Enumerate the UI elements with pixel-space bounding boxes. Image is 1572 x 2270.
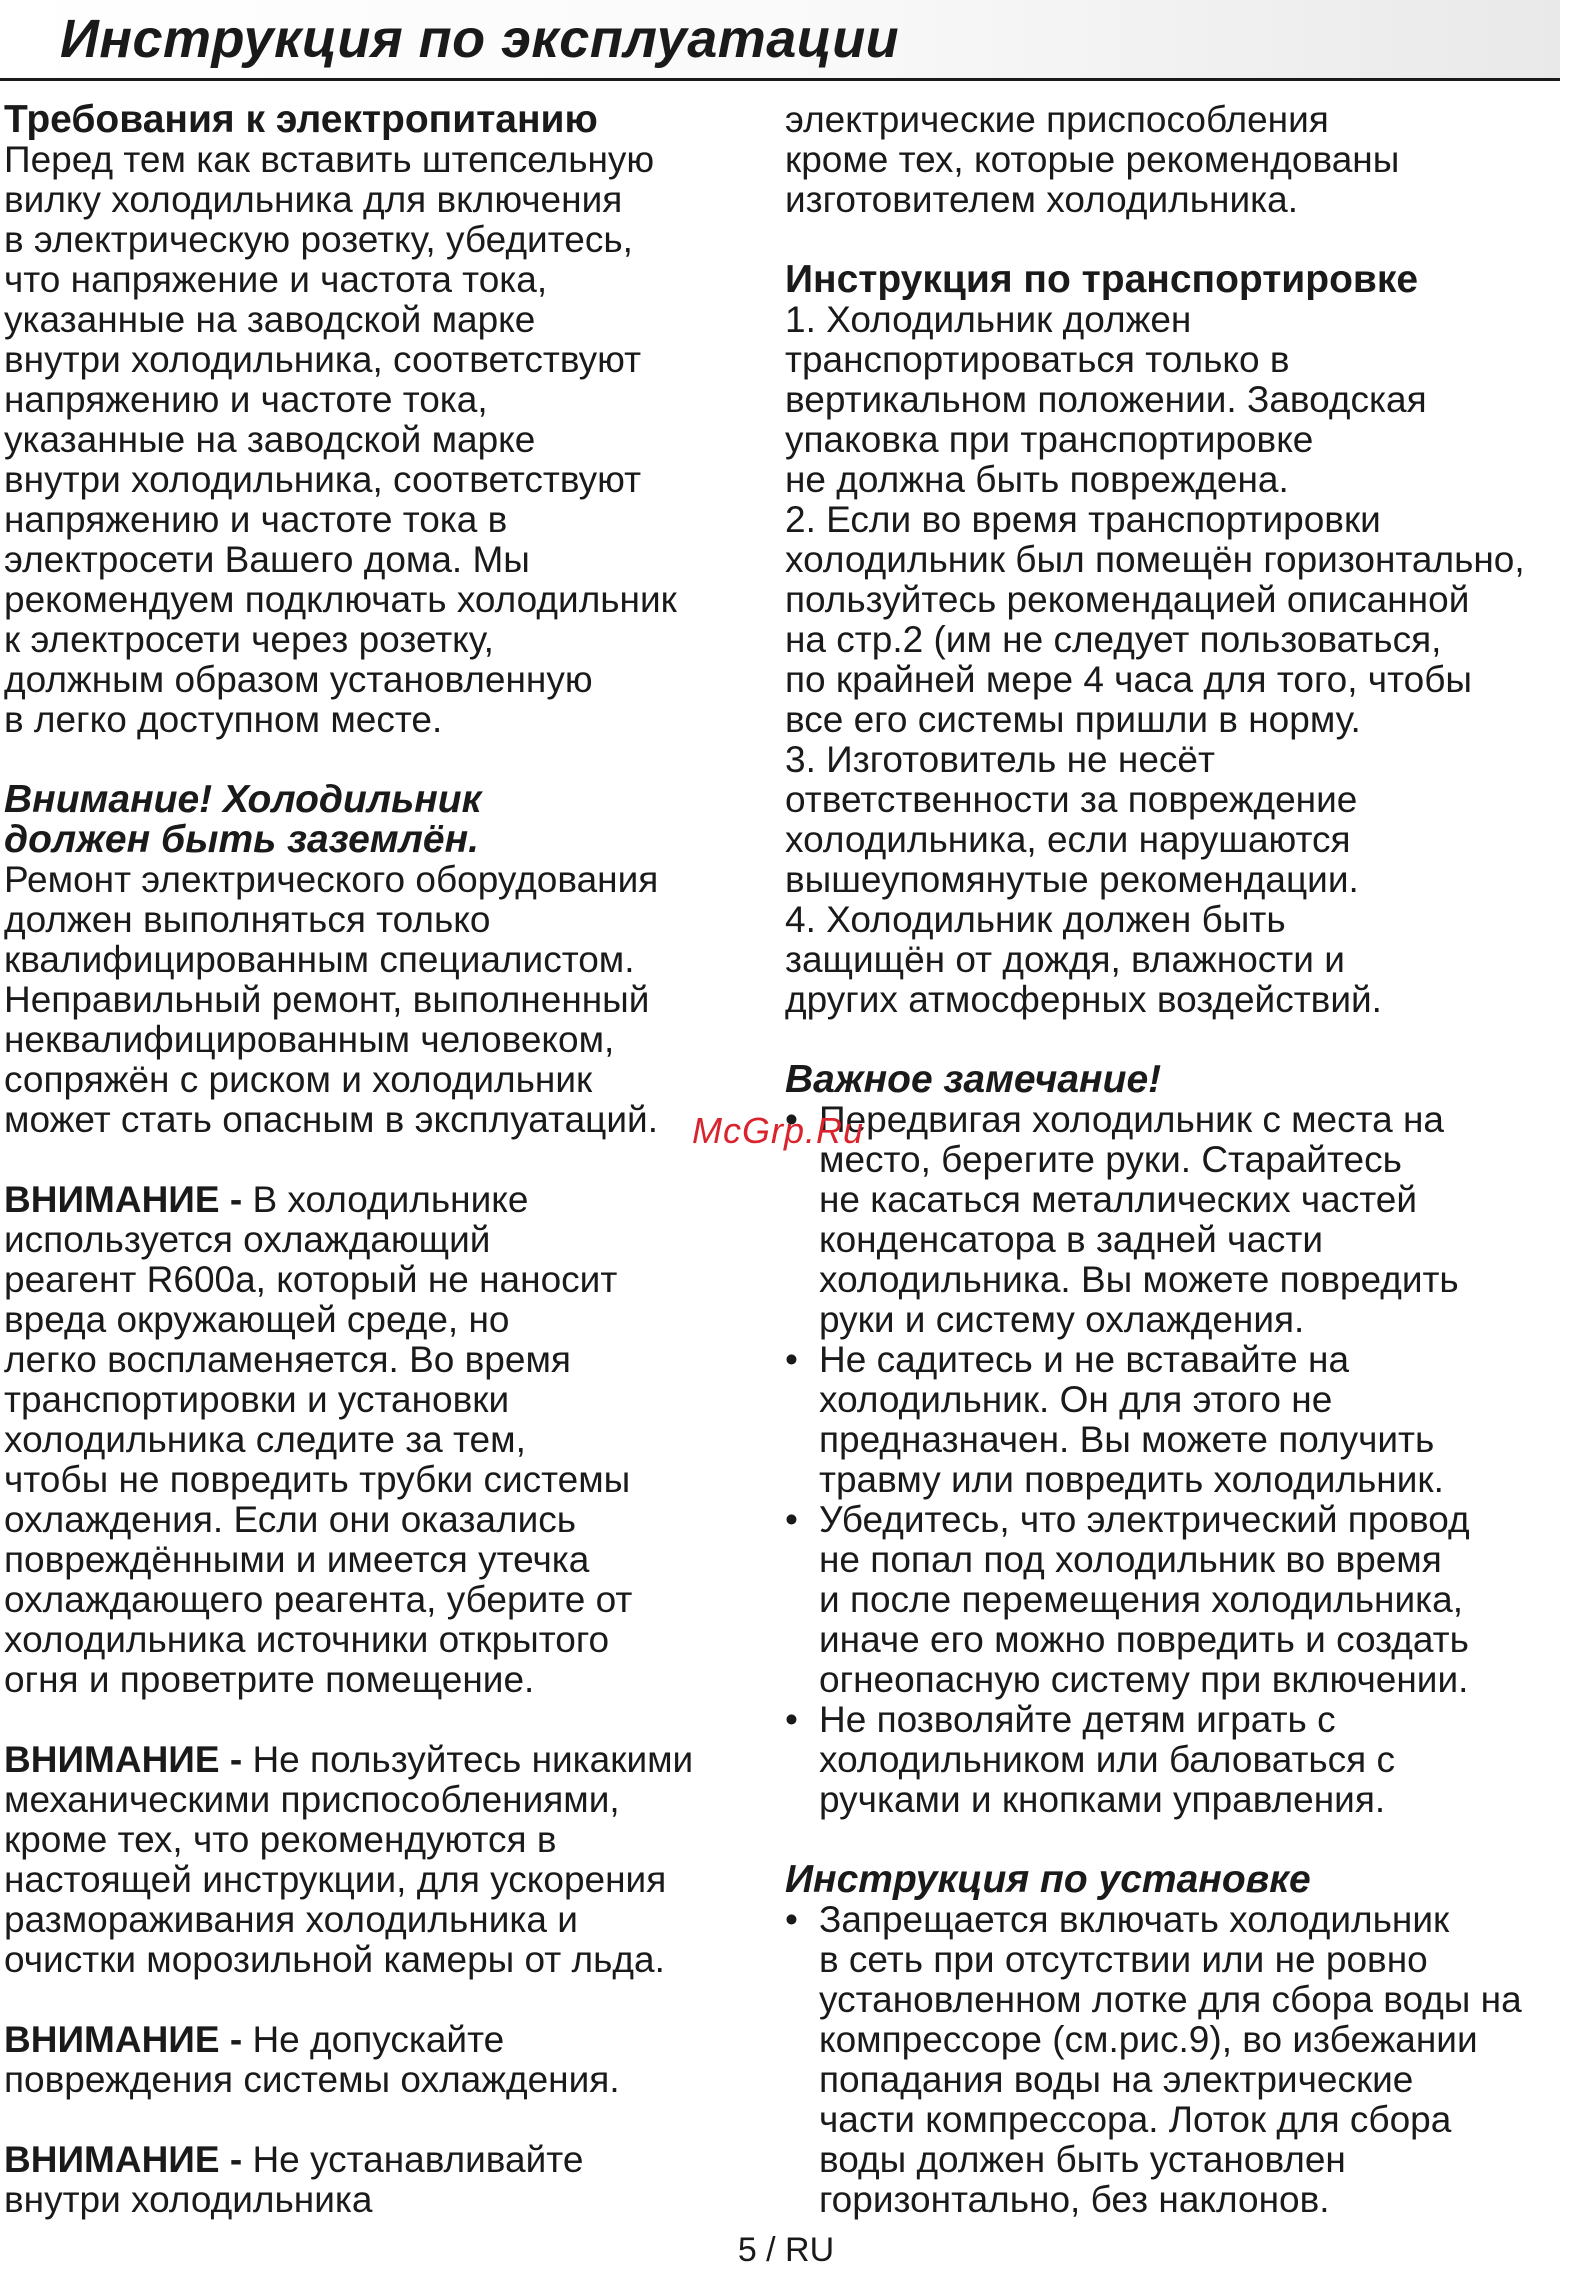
text-line: других атмосферных воздействий. — [785, 979, 1382, 1020]
text-line: очистки морозильной камеры от льда. — [4, 1939, 665, 1980]
text-line: горизонтально, без наклонов. — [819, 2179, 1330, 2220]
text-line: повреждения системы охлаждения. — [4, 2059, 620, 2100]
section-heading: Инструкция по установке — [785, 1858, 1311, 1901]
text-line: вреда окружающей среде, но — [4, 1299, 510, 1340]
text-line: охлаждающего реагента, уберите от — [4, 1579, 633, 1620]
text-line: может стать опасным в эксплуатаций. — [4, 1099, 658, 1140]
text-line: холодильника следите за тем, — [4, 1419, 526, 1460]
text-line: место, берегите руки. Старайтесь — [819, 1139, 1402, 1180]
text-line: • Убедитесь, что электрический провод — [819, 1499, 1470, 1540]
installation-section — [785, 1860, 1570, 2220]
section-body — [4, 2060, 764, 2100]
text-line: сопряжён с риском и холодильник — [4, 1059, 593, 1100]
list-item — [785, 1900, 1570, 2220]
text-line: вилку холодильника для включения — [4, 179, 623, 220]
page-title: Инструкция по эксплуатации — [60, 9, 900, 69]
section-body — [785, 300, 1570, 1020]
text-line: электрические приспособления — [785, 99, 1329, 140]
text-line: Ремонт электрического оборудования — [4, 859, 659, 900]
power-requirements-section — [4, 100, 764, 740]
text-line: чтобы не повредить трубки системы — [4, 1459, 631, 1500]
text-line: травму или повредить холодильник. — [819, 1459, 1444, 1500]
text-line: легко воспламеняется. Во время — [4, 1339, 571, 1380]
text-line: транспортироваться только в — [785, 339, 1290, 380]
text-line: все его системы пришли в норму. — [785, 699, 1361, 740]
list-item — [785, 1500, 1570, 1700]
text-line: и после перемещения холодильника, — [819, 1579, 1464, 1620]
text-line: указанные на заводской марке — [4, 299, 536, 340]
text-line: огнеопасную систему при включении. — [819, 1659, 1469, 1700]
text-line: охлаждения. Если они оказались — [4, 1499, 577, 1540]
continuation-text — [785, 100, 1570, 220]
text-line: кроме тех, что рекомендуются в — [4, 1819, 557, 1860]
section-body — [785, 100, 1570, 220]
text-line: холодильника. Вы можете повредить — [819, 1259, 1459, 1300]
text-line: компрессоре (см.рис.9), во избежании — [819, 2019, 1478, 2060]
text-line: холодильником или баловаться с — [819, 1739, 1395, 1780]
text-line: вертикальном положении. Заводская — [785, 379, 1427, 420]
text-line: повреждёнными и имеется утечка — [4, 1539, 590, 1580]
warning-text: Не пользуйтесь никакими — [252, 1739, 694, 1780]
warning-text: Не допускайте — [252, 2019, 505, 2060]
text-line: • Не позволяйте детям играть с — [819, 1699, 1336, 1740]
section-heading: Требования к электропитанию — [4, 98, 598, 141]
text-line: должным образом установленную — [4, 659, 593, 700]
text-line: холодильник был помещён горизонтально, — [785, 539, 1525, 580]
warning-text: В холодильнике — [252, 1179, 529, 1220]
text-line: к электросети через розетку, — [4, 619, 494, 660]
text-line: внутри холодильника, соответствуют — [4, 339, 642, 380]
text-line: ответственности за повреждение — [785, 779, 1358, 820]
list-item — [785, 1340, 1570, 1500]
text-line: размораживания холодильника и — [4, 1899, 578, 1940]
text-line: в электрическую розетку, убедитесь, — [4, 219, 633, 260]
text-line: по крайней мере 4 часа для того, чтобы — [785, 659, 1472, 700]
text-line: Внимание! Холодильник — [4, 778, 482, 821]
text-line: должен выполняться только — [4, 899, 491, 940]
left-column — [4, 100, 764, 2260]
text-line: внутри холодильника, соответствуют — [4, 459, 642, 500]
text-line: Неправильный ремонт, выполненный — [4, 979, 650, 1020]
warning-cooling-damage — [4, 2020, 764, 2100]
text-line: не попал под холодильник во время — [819, 1539, 1442, 1580]
text-line: Перед тем как вставить штепсельную — [4, 139, 655, 180]
page-header — [0, 0, 1560, 81]
text-line: механическими приспособлениями, — [4, 1779, 620, 1820]
text-line: на стр.2 (им не следует пользоваться, — [785, 619, 1442, 660]
section-body — [4, 1220, 764, 1700]
text-line: установленном лотке для сбора воды на — [819, 1979, 1522, 2020]
bullet-list — [785, 1100, 1570, 1820]
text-line: холодильник. Он для этого не — [819, 1379, 1333, 1420]
text-line: изготовителем холодильника. — [785, 179, 1298, 220]
list-item — [785, 1100, 1570, 1340]
text-line: огня и проветрите помещение. — [4, 1659, 535, 1700]
text-line: в легко доступном месте. — [4, 699, 443, 740]
text-line: 3. Изготовитель не несёт — [785, 739, 1215, 780]
text-line: ручками и кнопками управления. — [819, 1779, 1386, 1820]
text-line: упаковка при транспортировке — [785, 419, 1314, 460]
text-line: вышеупомянутые рекомендации. — [785, 859, 1359, 900]
text-line: • Запрещается включать холодильник — [819, 1899, 1450, 1940]
warning-refrigerant — [4, 1180, 764, 1700]
section-body — [4, 1780, 764, 1980]
text-line: указанные на заводской марке — [4, 419, 536, 460]
text-line: холодильника, если нарушаются — [785, 819, 1351, 860]
watermark-text: McGrp.Ru — [692, 1110, 865, 1151]
warning-label: ВНИМАНИЕ - — [4, 1739, 253, 1780]
text-line: транспортировки и установки — [4, 1379, 510, 1420]
text-line: кроме тех, которые рекомендованы — [785, 139, 1400, 180]
warning-label: ВНИМАНИЕ - — [4, 2139, 253, 2180]
grounding-section — [4, 780, 764, 1140]
warning-label: ВНИМАНИЕ - — [4, 1179, 253, 1220]
page-number: 5 / RU — [737, 2231, 835, 2269]
text-line: внутри холодильника — [4, 2179, 373, 2220]
text-line: конденсатора в задней части — [819, 1219, 1324, 1260]
text-line: предназначен. Вы можете получить — [819, 1419, 1435, 1460]
warning-text: Не устанавливайте — [252, 2139, 584, 2180]
warning-electrical-devices — [4, 2140, 764, 2220]
text-line: защищён от дождя, влажности и — [785, 939, 1345, 980]
text-line: рекомендуем подключать холодильник — [4, 579, 677, 620]
list-item — [785, 1700, 1570, 1820]
text-line: • Передвигая холодильник с места на — [819, 1099, 1445, 1140]
text-line: воды должен быть установлен — [819, 2139, 1346, 2180]
text-line: настоящей инструкции, для ускорения — [4, 1859, 667, 1900]
text-line: что напряжение и частота тока, — [4, 259, 548, 300]
text-line: используется охлаждающий — [4, 1219, 491, 1260]
text-line: 1. Холодильник должен — [785, 299, 1192, 340]
text-line: холодильника источники открытого — [4, 1619, 610, 1660]
text-line: реагент R600a, который не наносит — [4, 1259, 618, 1300]
warning-mechanical-devices — [4, 1740, 764, 1980]
text-line: 2. Если во время транспортировки — [785, 499, 1381, 540]
section-heading: Инструкция по транспортировке — [785, 258, 1419, 301]
transport-section — [785, 260, 1570, 1020]
bullet-list — [785, 1900, 1570, 2220]
text-line: напряжению и частоте тока в — [4, 499, 508, 540]
right-column — [785, 100, 1570, 2260]
text-line: руки и систему охлаждения. — [819, 1299, 1305, 1340]
section-body — [4, 860, 764, 1140]
text-line: иначе его можно повредить и создать — [819, 1619, 1469, 1660]
section-body — [4, 140, 764, 740]
text-line: должен быть заземлён. — [4, 818, 479, 861]
text-line: в сеть при отсутствии или не ровно — [819, 1939, 1428, 1980]
text-line: напряжению и частоте тока, — [4, 379, 488, 420]
section-heading — [4, 780, 764, 860]
text-line: неквалифицированным человеком, — [4, 1019, 615, 1060]
text-line: попадания воды на электрические — [819, 2059, 1414, 2100]
section-body — [4, 2180, 764, 2220]
section-heading: Важное замечание! — [785, 1058, 1162, 1101]
text-line: пользуйтесь рекомендацией описанной — [785, 579, 1470, 620]
text-line: квалифицированным специалистом. — [4, 939, 635, 980]
text-line: • Не садитесь и не вставайте на — [819, 1339, 1350, 1380]
text-line: части компрессора. Лоток для сбора — [819, 2099, 1452, 2140]
text-line: не должна быть повреждена. — [785, 459, 1289, 500]
important-note-section — [785, 1060, 1570, 1820]
text-line: не касаться металлических частей — [819, 1179, 1418, 1220]
text-line: электросети Вашего дома. Мы — [4, 539, 530, 580]
text-line: 4. Холодильник должен быть — [785, 899, 1286, 940]
warning-label: ВНИМАНИЕ - — [4, 2019, 253, 2060]
